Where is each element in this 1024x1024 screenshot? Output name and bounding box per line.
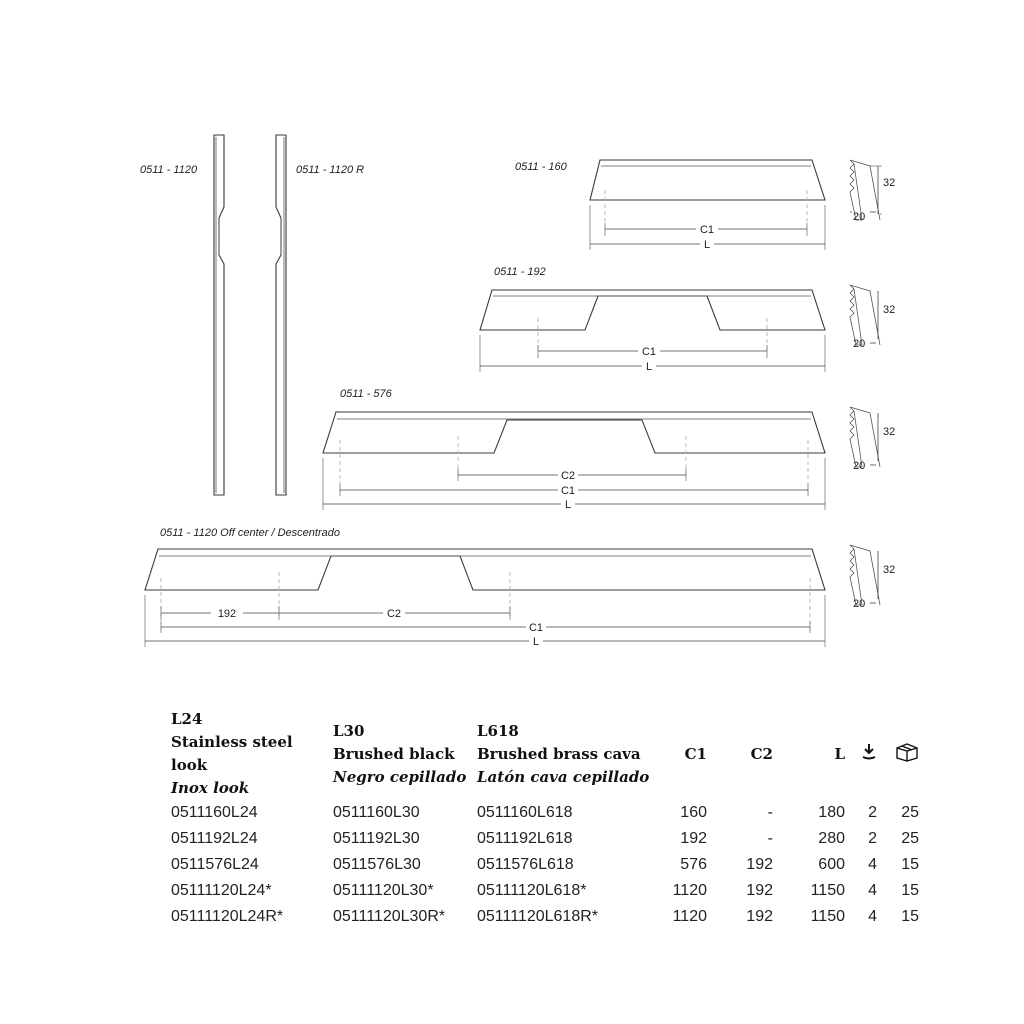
h1120-dim-192: 192	[217, 608, 237, 620]
table-row	[171, 904, 919, 930]
cell-c: 0511160L618	[477, 804, 573, 821]
finish-header-l618: L618 Brushed brass cava Latón cava cepillado	[477, 721, 650, 786]
cell-c2: 192	[746, 908, 773, 925]
cell-c: 0511192L618	[477, 830, 573, 847]
table-header-row	[171, 708, 919, 800]
profile-192	[850, 285, 895, 350]
profile-576-depth: 20	[853, 460, 866, 472]
header-l: L	[834, 745, 845, 763]
profile-1120-depth: 20	[853, 598, 866, 610]
spec-table	[171, 708, 919, 930]
finish-header-l24: L24 Stainless steel look Inox look	[171, 710, 293, 797]
h576-dim-c2: C2	[560, 470, 576, 482]
cell-l: 1150	[810, 882, 845, 899]
cell-q2: 15	[901, 856, 919, 873]
table-row	[171, 826, 919, 852]
download-arrow-icon	[845, 708, 877, 800]
profile-192-depth: 20	[853, 338, 866, 350]
cell-q1: 4	[868, 908, 877, 925]
cell-a: 0511160L24	[171, 804, 258, 821]
table-row	[171, 852, 919, 878]
cell-q1: 4	[868, 856, 877, 873]
cell-c1: 576	[680, 856, 707, 873]
h160-dim-l: L	[703, 239, 711, 251]
cell-c2: -	[767, 830, 773, 847]
h192-dim-l: L	[645, 361, 653, 373]
h1120-label: 0511 - 1120 Off center / Descentrado	[160, 527, 340, 539]
vertical-right-label: 0511 - 1120 R	[296, 164, 365, 176]
cell-b: 0511160L30	[333, 804, 420, 821]
h576-dim-c1: C1	[560, 485, 576, 497]
h1120-dimensions	[145, 595, 825, 648]
profile-160-height: 32	[883, 177, 896, 189]
cell-q2: 25	[901, 830, 919, 847]
cell-b: 0511576L30	[333, 856, 421, 873]
cell-c1: 160	[680, 804, 707, 821]
cell-q2: 25	[901, 804, 919, 821]
h576-dimensions	[323, 458, 825, 511]
header-c1: C1	[684, 745, 707, 763]
cell-l: 280	[818, 830, 845, 847]
h1120-dim-c1: C1	[528, 622, 544, 634]
handle-160	[590, 160, 825, 225]
vertical-left-label: 0511 - 1120	[140, 164, 198, 176]
cell-q1: 2	[868, 804, 877, 821]
header-c2: C2	[750, 745, 773, 763]
cell-c2: 192	[746, 856, 773, 873]
profile-1120	[850, 545, 895, 610]
cell-c2: -	[767, 804, 773, 821]
cell-q1: 2	[868, 830, 877, 847]
profile-576-height: 32	[883, 426, 896, 438]
profile-1120-height: 32	[883, 564, 896, 576]
vertical-handle-left	[214, 135, 224, 495]
cell-c: 0511576L618	[477, 856, 574, 873]
cell-l: 1150	[810, 908, 845, 925]
h160-label: 0511 - 160	[515, 161, 567, 173]
cell-l: 180	[818, 804, 845, 821]
handle-192	[480, 290, 825, 350]
cell-c1: 1120	[672, 882, 707, 899]
cell-c: 05111120L618R*	[477, 908, 598, 925]
finish-header-l30: L30 Brushed black Negro cepillado	[333, 721, 467, 786]
cell-q2: 15	[901, 908, 919, 925]
cell-c1: 192	[680, 830, 707, 847]
table-row	[171, 878, 919, 904]
h192-label: 0511 - 192	[494, 266, 546, 278]
box-icon	[877, 708, 919, 800]
cell-l: 600	[818, 856, 845, 873]
cell-c2: 192	[746, 882, 773, 899]
cell-b: 05111120L30*	[333, 882, 434, 899]
cell-a: 05111120L24R*	[171, 908, 284, 925]
h192-dimensions	[480, 335, 825, 373]
h1120-dim-c2: C2	[386, 608, 402, 620]
profile-160-depth: 20	[853, 211, 866, 223]
h576-label: 0511 - 576	[340, 388, 392, 400]
cell-q1: 4	[868, 882, 877, 899]
cell-a: 0511576L24	[171, 856, 259, 873]
cell-c1: 1120	[672, 908, 707, 925]
handle-1120-offcenter	[145, 549, 825, 630]
table-row	[171, 800, 919, 826]
profile-192-height: 32	[883, 304, 896, 316]
h576-dim-l: L	[564, 499, 572, 511]
profile-160	[850, 160, 895, 223]
vertical-handle-right	[276, 135, 286, 495]
h160-dimensions	[590, 205, 825, 251]
cell-q2: 15	[901, 882, 919, 899]
cell-b: 05111120L30R*	[333, 908, 446, 925]
cell-b: 0511192L30	[333, 830, 420, 847]
h160-dim-c1: C1	[699, 224, 715, 236]
cell-a: 05111120L24*	[171, 882, 272, 899]
profile-576	[850, 407, 895, 472]
cell-a: 0511192L24	[171, 830, 258, 847]
h192-dim-c1: C1	[641, 346, 657, 358]
cell-c: 05111120L618*	[477, 882, 587, 899]
h1120-dim-l: L	[532, 636, 540, 648]
